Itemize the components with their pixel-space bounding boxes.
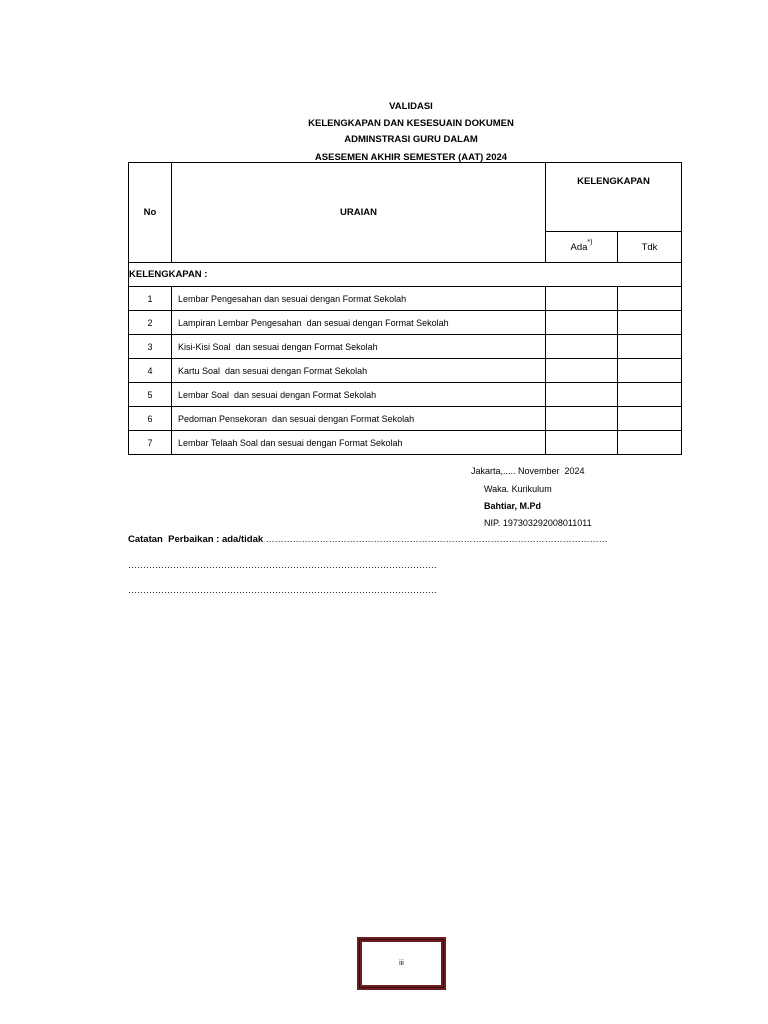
table-row [129,335,682,359]
page-number: iii [399,960,404,967]
signature-nip: NIP. 197303292008011011 [484,518,592,528]
ada-cell[interactable] [546,359,618,383]
table-row [129,383,682,407]
ada-cell[interactable] [546,311,618,335]
tdk-cell[interactable] [618,383,682,407]
row-number: 5 [129,383,172,407]
ada-cell[interactable] [546,335,618,359]
ada-cell[interactable] [546,407,618,431]
table-row [129,407,682,431]
notes-line-1 [128,534,608,545]
tdk-cell[interactable] [618,311,682,335]
tdk-cell[interactable] [618,431,682,455]
table-row [129,287,682,311]
notes-label: Catatan Perbaikan : ada/tidak [128,534,264,545]
row-number: 2 [129,311,172,335]
title-validasi: VALIDASI [389,101,433,112]
row-uraian: Lembar Pengesahan dan sesuai dengan Format Sekolah [172,287,546,311]
ada-cell[interactable] [546,431,618,455]
row-uraian: Kisi-Kisi Soal dan sesuai dengan Format Sekolah [172,335,546,359]
header-no: No [129,163,172,263]
validation-table [128,162,682,455]
table-row [129,431,682,455]
row-uraian: Lembar Soal dan sesuai dengan Format Sekolah [172,383,546,407]
page-number-box [357,937,446,990]
title-kelengkapan: KELENGKAPAN DAN KESESUAIN DOKUMEN [308,118,514,129]
ada-cell[interactable] [546,287,618,311]
notes-dots-1: …………………………………………………………………………………………………… [263,534,608,544]
header-uraian: URAIAN [172,163,546,263]
ada-cell[interactable] [546,383,618,407]
title-asesemen: ASESEMEN AKHIR SEMESTER (AAT) 2024 [314,152,508,163]
signature-name: Bahtiar, M.Pd [484,501,542,511]
row-number: 3 [129,335,172,359]
tdk-cell[interactable] [618,335,682,359]
row-number: 4 [129,359,172,383]
header-ada [546,232,618,263]
row-number: 1 [129,287,172,311]
header-kelengkapan-label: KELENGKAPAN [577,175,650,187]
notes-dots-3: …………………………………………………………………………………………. [128,585,437,595]
header-ada-label: Ada [570,242,588,254]
row-uraian: Kartu Soal dan sesuai dengan Format Sekolah [172,359,546,383]
tdk-cell[interactable] [618,407,682,431]
section-kelengkapan: KELENGKAPAN : [129,263,682,287]
table-row [129,359,682,383]
row-uraian: Lampiran Lembar Pengesahan dan sesuai dengan Format Sekolah [172,311,546,335]
tdk-cell[interactable] [618,287,682,311]
tdk-cell[interactable] [618,359,682,383]
header-tdk: Tdk [618,232,682,263]
row-number: 7 [129,431,172,455]
row-uraian: Lembar Telaah Soal dan sesuai dengan Format Sekolah [172,431,546,455]
row-number: 6 [129,407,172,431]
title-administrasi: ADMINSTRASI GURU DALAM [344,134,478,145]
header-kelengkapan [546,163,682,232]
table-row [129,311,682,335]
row-uraian: Pedoman Pensekoran dan sesuai dengan Format Sekolah [172,407,546,431]
header-ada-footnote: *) [587,238,593,246]
signature-role: Waka. Kurikulum [484,484,552,494]
notes-dots-2: …………………………………………………………………………………………. [128,560,437,570]
signature-place-date: Jakarta,..... November 2024 [471,466,585,476]
